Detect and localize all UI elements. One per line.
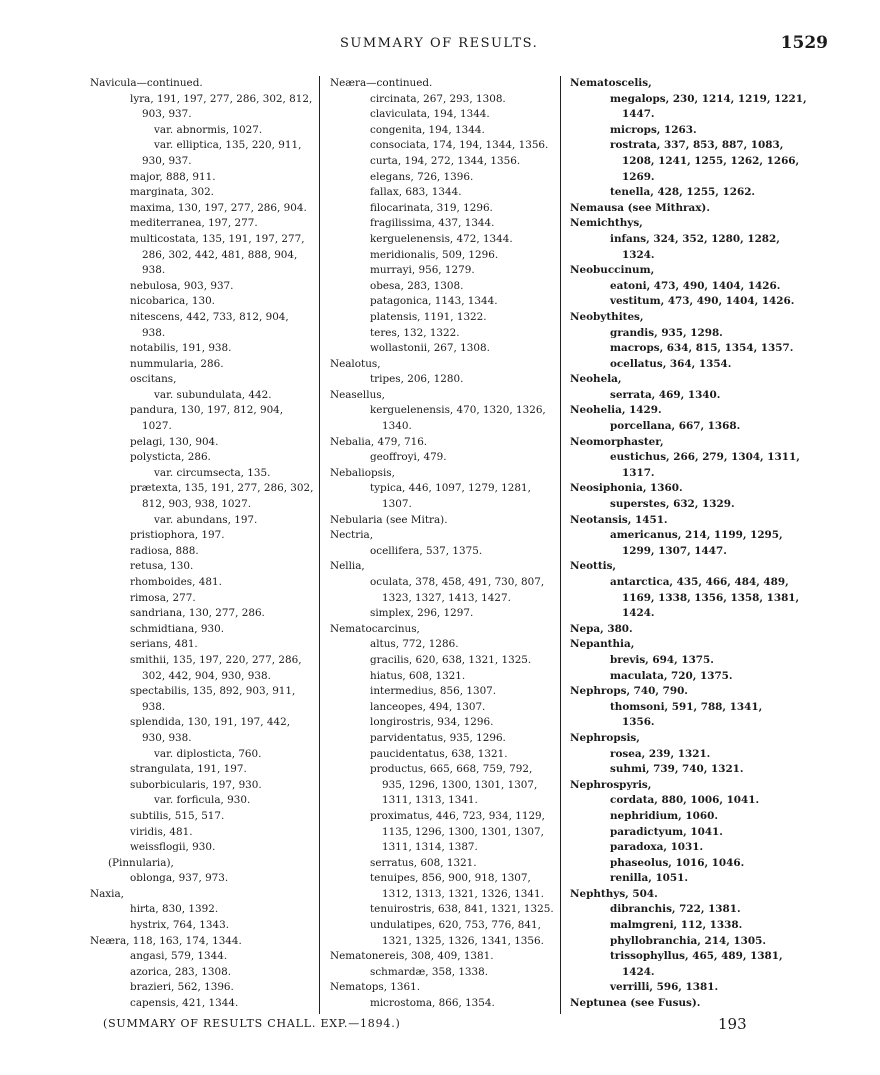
index-entry: porcellana, 667, 1368. xyxy=(610,420,741,433)
index-entry: claviculata, 194, 1344. xyxy=(370,108,490,121)
index-entry: angasi, 579, 1344. xyxy=(130,950,228,963)
index-entry: rhomboides, 481. xyxy=(130,576,222,588)
index-heading: Nemichthys, xyxy=(570,217,643,230)
index-heading: Nematocarcinus, xyxy=(330,622,420,635)
index-entry: nitescens, 442, 733, 812, 904, xyxy=(130,310,289,323)
page-number: 1529 xyxy=(780,33,828,53)
index-entry: parvidentatus, 935, 1296. xyxy=(370,731,506,744)
index-entry: var. circumsecta, 135. xyxy=(154,466,271,479)
index-entry: 1208, 1241, 1255, 1262, 1266, xyxy=(622,154,800,167)
index-entry: brevis, 694, 1375. xyxy=(610,653,714,666)
index-entry: productus, 665, 668, 759, 792, xyxy=(370,763,533,776)
index-entry: pelagi, 130, 904. xyxy=(130,435,219,448)
index-entry: serratus, 608, 1321. xyxy=(370,856,477,869)
index-entry: grandis, 935, 1298. xyxy=(610,326,723,339)
index-entry: pristiophora, 197. xyxy=(130,529,225,542)
index-heading: Nephthys, 504. xyxy=(570,887,658,900)
index-entry: viridis, 481. xyxy=(130,825,193,838)
index-entry: phyllobranchia, 214, 1305. xyxy=(610,934,766,947)
index-entry: 812, 903, 938, 1027. xyxy=(142,498,252,511)
index-entry: platensis, 1191, 1322. xyxy=(370,310,487,323)
index-entry: eatoni, 473, 490, 1404, 1426. xyxy=(610,279,781,292)
index-entry: megalops, 230, 1214, 1219, 1221, xyxy=(610,92,807,105)
index-entry: fragilissima, 437, 1344. xyxy=(370,217,495,230)
index-entry: wollastonii, 267, 1308. xyxy=(370,342,490,355)
index-entry: nummularia, 286. xyxy=(130,357,224,370)
index-entry: ocellifera, 537, 1375. xyxy=(370,544,483,557)
index-entry: microstoma, 866, 1354. xyxy=(370,997,495,1010)
index-entry: hiatus, 608, 1321. xyxy=(370,669,466,682)
index-entry: nebulosa, 903, 937. xyxy=(130,279,234,292)
index-entry: 1169, 1338, 1356, 1358, 1381, xyxy=(622,591,800,604)
index-entry: meridionalis, 509, 1296. xyxy=(370,248,499,261)
index-entry: 302, 442, 904, 930, 938. xyxy=(142,669,271,682)
index-entry: 1340. xyxy=(382,420,412,433)
index-entry: infans, 324, 352, 1280, 1282, xyxy=(610,232,780,245)
index-entry: 286, 302, 442, 481, 888, 904, xyxy=(142,248,298,261)
index-entry: schmardæ, 358, 1338. xyxy=(370,965,489,978)
index-entry: weissflogii, 930. xyxy=(130,841,216,854)
index-entry: macrops, 634, 815, 1354, 1357. xyxy=(610,342,794,355)
index-entry: 935, 1296, 1300, 1301, 1307, xyxy=(382,778,538,791)
index-entry: prætexta, 135, 191, 277, 286, 302, xyxy=(130,482,314,495)
index-heading: Nectria, xyxy=(330,529,374,542)
index-entry: lanceopes, 494, 1307. xyxy=(370,700,486,713)
index-entry: 1321, 1325, 1326, 1341, 1356. xyxy=(382,934,544,947)
index-entry: longirostris, 934, 1296. xyxy=(370,716,494,729)
index-entry: (Pinnularia), xyxy=(108,856,174,869)
index-entry: tenuirostris, 638, 841, 1321, 1325. xyxy=(370,903,554,916)
index-entry: tripes, 206, 1280. xyxy=(370,373,464,386)
index-entry: rosea, 239, 1321. xyxy=(610,747,711,760)
index-entry: phaseolus, 1016, 1046. xyxy=(610,856,745,869)
index-heading: Neomorphaster, xyxy=(570,435,664,448)
index-entry: teres, 132, 1322. xyxy=(370,326,460,339)
index-heading: Nebularia (see Mitra). xyxy=(330,513,448,526)
index-entry: congenita, 194, 1344. xyxy=(370,123,485,136)
index-entry: paradoxa, 1031. xyxy=(610,841,704,854)
index-entry: azorica, 283, 1308. xyxy=(130,965,232,978)
index-entry: var. diplosticta, 760. xyxy=(154,747,262,760)
index-entry: hirta, 830, 1392. xyxy=(130,903,219,916)
index-entry: capensis, 421, 1344. xyxy=(130,997,239,1010)
column-divider xyxy=(319,76,320,1014)
index-entry: filocarinata, 319, 1296. xyxy=(370,201,493,214)
index-heading: Neæra, 118, 163, 174, 1344. xyxy=(90,934,242,947)
index-heading: Neptunea (see Fusus). xyxy=(570,997,701,1010)
index-entry: 1323, 1327, 1413, 1427. xyxy=(382,591,511,604)
page-footer xyxy=(0,1017,880,1039)
index-entry: dibranchis, 722, 1381. xyxy=(610,903,741,916)
index-entry: 1135, 1296, 1300, 1301, 1307, xyxy=(382,825,544,838)
index-entry: serians, 481. xyxy=(130,638,198,651)
index-entry: mediterranea, 197, 277. xyxy=(130,217,258,230)
index-entry: tenuipes, 856, 900, 918, 1307, xyxy=(370,872,531,885)
index-entry: typica, 446, 1097, 1279, 1281, xyxy=(370,482,531,495)
index-entry: 938. xyxy=(142,264,166,277)
index-entry: smithii, 135, 197, 220, 277, 286, xyxy=(130,653,302,666)
index-entry: pandura, 130, 197, 812, 904, xyxy=(130,404,284,417)
index-entry: var. abundans, 197. xyxy=(154,513,258,526)
index-heading: Neasellus, xyxy=(330,388,385,401)
index-entry: var. abnormis, 1027. xyxy=(154,123,263,136)
index-entry: subtilis, 515, 517. xyxy=(130,809,225,822)
index-entry: eustichus, 266, 279, 1304, 1311, xyxy=(610,451,800,464)
index-entry: patagonica, 1143, 1344. xyxy=(370,295,498,308)
index-entry: kerguelenensis, 470, 1320, 1326, xyxy=(370,404,546,417)
index-entry: 938. xyxy=(142,326,166,339)
index-entry: undulatipes, 620, 753, 776, 841, xyxy=(370,919,541,932)
index-heading: Neottis, xyxy=(570,560,617,573)
index-heading: Navicula—continued. xyxy=(90,77,203,89)
index-entry: suborbicularis, 197, 930. xyxy=(130,778,262,791)
index-entry: oscitans, xyxy=(130,373,177,386)
index-entry: multicostata, 135, 191, 197, 277, xyxy=(130,232,305,245)
index-entry: 903, 937. xyxy=(142,108,192,121)
index-heading: Neotansis, 1451. xyxy=(570,513,668,526)
index-entry: verrilli, 596, 1381. xyxy=(610,981,719,994)
index-heading: Neobuccinum, xyxy=(570,264,655,277)
index-entry: 1269. xyxy=(622,170,655,183)
index-entry: simplex, 296, 1297. xyxy=(370,607,474,620)
index-entry: hystrix, 764, 1343. xyxy=(130,919,230,932)
index-entry: 930, 937. xyxy=(142,154,192,167)
index-entry: 1424. xyxy=(622,607,655,620)
index-heading: Nephropsis, xyxy=(570,731,640,744)
index-heading: Neæra—continued. xyxy=(330,77,433,89)
index-entry: americanus, 214, 1199, 1295, xyxy=(610,529,783,542)
index-entry: geoffroyi, 479. xyxy=(370,451,447,464)
index-entry: nicobarica, 130. xyxy=(130,295,215,308)
index-entry: murrayi, 956, 1279. xyxy=(370,264,475,277)
index-entry: proximatus, 446, 723, 934, 1129, xyxy=(370,809,545,822)
index-heading: Nephrospyris, xyxy=(570,778,652,791)
index-heading: Nebaliopsis, xyxy=(330,466,395,479)
index-entry: var. forficula, 930. xyxy=(154,794,251,807)
index-entry: 1317. xyxy=(622,466,655,479)
index-entry: 1324. xyxy=(622,248,655,261)
index-entry: 1447. xyxy=(622,108,655,121)
index-entry: 1311, 1313, 1341. xyxy=(382,794,478,807)
index-entry: nephridium, 1060. xyxy=(610,809,718,822)
index-heading: Neobythites, xyxy=(570,310,644,323)
index-entry: marginata, 302. xyxy=(130,186,214,199)
index-entry: cordata, 880, 1006, 1041. xyxy=(610,794,760,807)
index-entry: paucidentatus, 638, 1321. xyxy=(370,747,508,760)
index-column-3 xyxy=(570,76,828,1012)
index-entry: obesa, 283, 1308. xyxy=(370,279,464,292)
index-entry: major, 888, 911. xyxy=(130,170,216,183)
index-entry: antarctica, 435, 466, 484, 489, xyxy=(610,576,789,588)
index-entry: maculata, 720, 1375. xyxy=(610,669,733,682)
index-entry: suhmi, 739, 740, 1321. xyxy=(610,763,744,776)
index-heading: Nematops, 1361. xyxy=(330,981,421,994)
index-entry: retusa, 130. xyxy=(130,560,194,573)
index-heading: Neohela, xyxy=(570,373,622,386)
index-entry: 938. xyxy=(142,700,166,713)
index-entry: 1307. xyxy=(382,498,412,511)
index-heading: Nebalia, 479, 716. xyxy=(330,435,428,448)
index-entry: consociata, 174, 194, 1344, 1356. xyxy=(370,139,549,152)
index-column-1 xyxy=(90,76,318,1012)
index-heading: Neohelia, 1429. xyxy=(570,404,662,417)
index-entry: spectabilis, 135, 892, 903, 911, xyxy=(130,685,296,698)
page-title: SUMMARY OF RESULTS. xyxy=(340,36,539,51)
index-entry: var. elliptica, 135, 220, 911, xyxy=(154,139,302,152)
index-entry: brazieri, 562, 1396. xyxy=(130,981,234,994)
index-entry: ocellatus, 364, 1354. xyxy=(610,357,732,370)
index-entry: malmgreni, 112, 1338. xyxy=(610,919,743,932)
index-entry: serrata, 469, 1340. xyxy=(610,388,721,401)
index-entry: oblonga, 937, 973. xyxy=(130,872,229,885)
index-heading: Nealotus, xyxy=(330,357,381,370)
index-entry: schmidtiana, 930. xyxy=(130,622,224,635)
index-entry: splendida, 130, 191, 197, 442, xyxy=(130,716,291,729)
index-entry: radiosa, 888. xyxy=(130,544,199,557)
index-entry: circinata, 267, 293, 1308. xyxy=(370,92,506,105)
index-entry: oculata, 378, 458, 491, 730, 807, xyxy=(370,576,545,588)
index-entry: polysticta, 286. xyxy=(130,451,211,464)
index-entry: gracilis, 620, 638, 1321, 1325. xyxy=(370,653,532,666)
column-divider xyxy=(560,76,561,1014)
index-entry: maxima, 130, 197, 277, 286, 904. xyxy=(130,201,307,214)
index-entry: 1027. xyxy=(142,420,172,433)
index-entry: kerguelenensis, 472, 1344. xyxy=(370,232,513,245)
index-entry: trissophyllus, 465, 489, 1381, xyxy=(610,950,783,963)
index-entry: 1356. xyxy=(622,716,655,729)
index-heading: Nematonereis, 308, 409, 1381. xyxy=(330,950,494,963)
index-heading: Nemausa (see Mithrax). xyxy=(570,201,710,214)
index-entry: 1424. xyxy=(622,965,655,978)
index-entry: 930, 938. xyxy=(142,731,192,744)
index-heading: Nepa, 380. xyxy=(570,622,633,635)
index-entry: fallax, 683, 1344. xyxy=(370,186,462,199)
index-entry: vestitum, 473, 490, 1404, 1426. xyxy=(610,295,795,308)
index-entry: var. subundulata, 442. xyxy=(154,388,272,401)
index-entry: altus, 772, 1286. xyxy=(370,638,459,651)
footer-note: (SUMMARY OF RESULTS CHALL. EXP.—1894.) xyxy=(103,1017,401,1030)
index-entry: intermedius, 856, 1307. xyxy=(370,685,497,698)
index-heading: Nephrops, 740, 790. xyxy=(570,685,688,698)
index-entry: elegans, 726, 1396. xyxy=(370,170,474,183)
page-header xyxy=(0,33,880,56)
index-entry: curta, 194, 272, 1344, 1356. xyxy=(370,154,521,167)
index-entry: 1311, 1314, 1387. xyxy=(382,841,478,854)
index-entry: notabilis, 191, 938. xyxy=(130,342,232,355)
index-entry: thomsoni, 591, 788, 1341, xyxy=(610,700,763,713)
index-entry: strangulata, 191, 197. xyxy=(130,763,247,776)
index-entry: lyra, 191, 197, 277, 286, 302, 812, xyxy=(130,92,313,105)
index-entry: renilla, 1051. xyxy=(610,872,688,885)
index-entry: 1312, 1313, 1321, 1326, 1341. xyxy=(382,887,544,900)
index-heading: Nematoscelis, xyxy=(570,77,652,89)
index-entry: microps, 1263. xyxy=(610,123,697,136)
index-entry: tenella, 428, 1255, 1262. xyxy=(610,186,756,199)
index-column-2 xyxy=(330,76,558,1012)
index-entry: paradictyum, 1041. xyxy=(610,825,723,838)
index-entry: superstes, 632, 1329. xyxy=(610,498,735,511)
index-heading: Neosiphonia, 1360. xyxy=(570,482,683,495)
index-heading: Nepanthia, xyxy=(570,638,635,651)
index-entry: rostrata, 337, 853, 887, 1083, xyxy=(610,139,784,152)
signature-mark: 193 xyxy=(718,1015,747,1033)
index-heading: Naxia, xyxy=(90,887,124,900)
index-entry: rimosa, 277. xyxy=(130,591,196,604)
index-entry: sandriana, 130, 277, 286. xyxy=(130,607,265,620)
index-heading: Nellia, xyxy=(330,560,365,573)
index-entry: 1299, 1307, 1447. xyxy=(622,544,727,557)
